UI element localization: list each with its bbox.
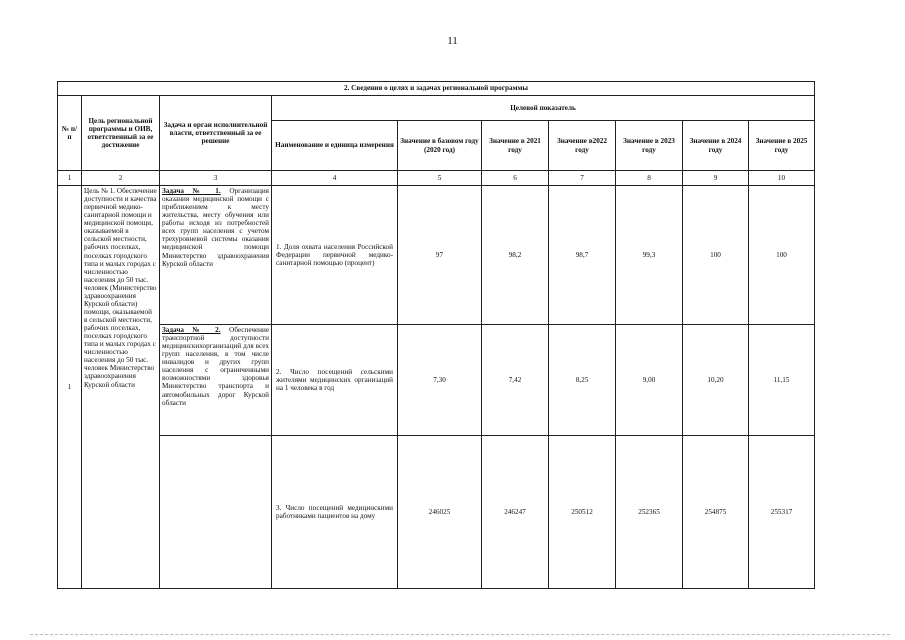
value-base: 246025 — [398, 436, 482, 589]
header-2021: Значение в 2021 году — [482, 121, 549, 171]
task-label: Задача № 2. — [162, 326, 221, 334]
indicator-cell: 1. Доля охвата населения Российской Федерации первичной медико-санитарной помощью (процент) — [272, 186, 398, 325]
task-label: Задача № 1. — [162, 187, 221, 195]
header-task: Задача и орган исполнительной власти, ответственный за ее решение — [160, 96, 272, 171]
table-row — [58, 325, 815, 436]
value-2023: 252365 — [616, 436, 683, 589]
goal-cell: Цель № 1. Обеспечение доступности и качества первичной медико-санитарной помощи и медицинской помощи, оказываемой в сельской местности, рабочих поселках, поселках городского типа и малых городах с численностью населения до 50 тыс. человек (Министерство здравоохранения Курской области) помощи, оказываемой в сельской местности, рабочих поселках, поселках городского типа и малых городах с численностью населения до 50 тыс. человек Министерство здравоохранения Курской области — [82, 186, 160, 589]
col-number: 8 — [616, 171, 683, 186]
col-number: 2 — [82, 171, 160, 186]
header-2024: Значение в 2024 году — [683, 121, 749, 171]
value-2024: 100 — [683, 186, 749, 325]
task-cell-empty — [160, 436, 272, 589]
col-number: 6 — [482, 171, 549, 186]
value-2021: 7,42 — [482, 325, 549, 436]
value-base: 7,30 — [398, 325, 482, 436]
value-2023: 9,00 — [616, 325, 683, 436]
col-number: 7 — [549, 171, 616, 186]
header-2023: Значение в 2023 году — [616, 121, 683, 171]
row-number: 1 — [58, 186, 82, 589]
col-number: 10 — [749, 171, 815, 186]
task-text: Организация оказания медицинской помощи с приближением к месту жительства, месту обучения или работы исходя из потребностей всех групп населения с учетом трехуровневой системы оказания медицинской помощи Министерство здравоохранения Курской области — [162, 187, 269, 268]
col-number: 5 — [398, 171, 482, 186]
indicator-cell: 2. Число посещений сельскими жителями медицинских организаций на 1 человека в год — [272, 325, 398, 436]
scan-edge-marks — [30, 634, 890, 637]
value-2025: 100 — [749, 186, 815, 325]
value-2022: 98,7 — [549, 186, 616, 325]
page-number: 11 — [447, 35, 458, 47]
table-row — [58, 436, 815, 589]
indicator-cell: 3. Число посещений медицинскими работниками пациентов на дому — [272, 436, 398, 589]
header-2025: Значение в 2025 году — [749, 121, 815, 171]
value-2022: 8,25 — [549, 325, 616, 436]
table-row — [58, 186, 815, 325]
task-cell — [160, 325, 272, 436]
col-number: 9 — [683, 171, 749, 186]
col-number: 1 — [58, 171, 82, 186]
header-target: Целевой показатель — [272, 96, 815, 121]
header-goal: Цель региональной программы и ОИВ, ответственный за ее достижение — [82, 96, 160, 171]
value-2025: 255317 — [749, 436, 815, 589]
table-title: 2. Сведения о целях и задачах региональной программы — [58, 82, 815, 96]
value-2022: 250512 — [549, 436, 616, 589]
header-num: № п/п — [58, 96, 82, 171]
column-numbers-row — [58, 171, 815, 186]
value-2021: 246247 — [482, 436, 549, 589]
header-indicator-name: Наименование и единица измерения — [272, 121, 398, 171]
value-2024: 10,20 — [683, 325, 749, 436]
col-number: 3 — [160, 171, 272, 186]
task-text: Обеспечение транспортной доступности медицинскихорганизаций для всех групп населения, в том числе инвалидов и других групп населения с ограниченными возможностями здоровья Министерство транспорта и автомобильных дорог Курской области — [162, 326, 270, 407]
regional-program-goals-table — [57, 81, 815, 589]
value-base: 97 — [398, 186, 482, 325]
col-number: 4 — [272, 171, 398, 186]
value-2024: 254875 — [683, 436, 749, 589]
value-2025: 11,15 — [749, 325, 815, 436]
task-cell — [160, 186, 272, 325]
value-2023: 99,3 — [616, 186, 683, 325]
value-2021: 98,2 — [482, 186, 549, 325]
header-2022: Значение в2022 году — [549, 121, 616, 171]
header-base-year: Значение в базовом году (2020 год) — [398, 121, 482, 171]
